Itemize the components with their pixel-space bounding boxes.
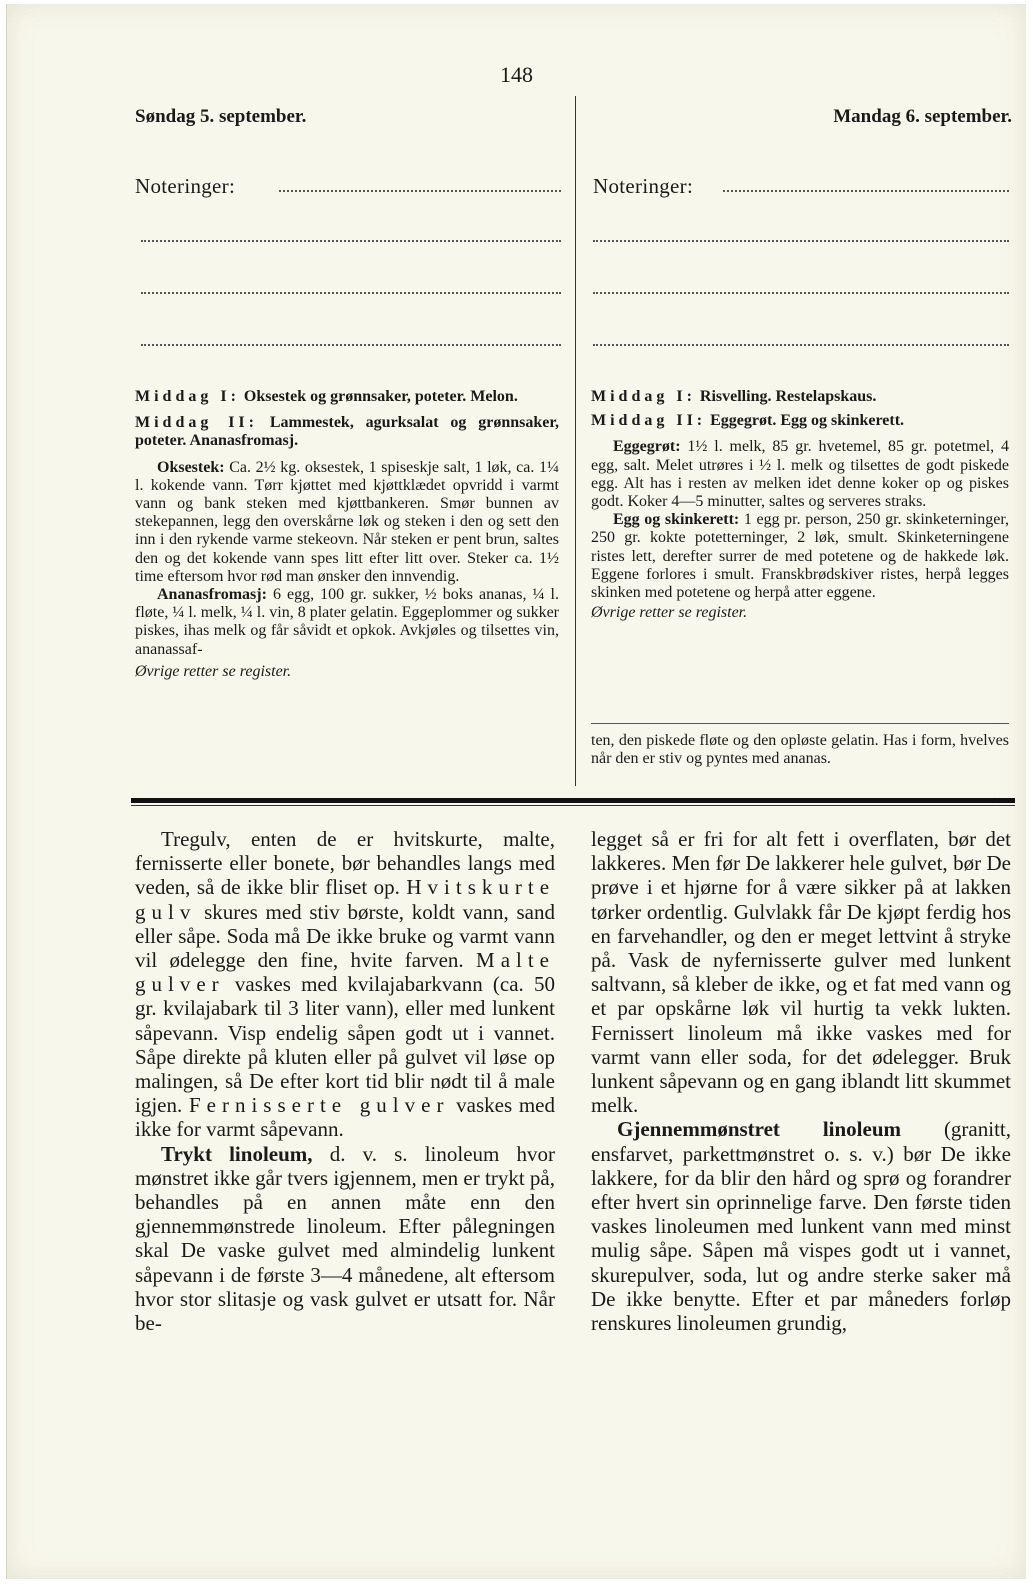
other-dishes-right: Øvrige retter se register.	[591, 604, 748, 622]
other-dishes-left: Øvrige retter se register.	[135, 662, 292, 680]
recipe-eggegrot: Eggegrøt: 1½ l. melk, 85 gr. hvetemel, 85 gr. potetmel, 4 egg, salt. Melet utrøres i ½ l. melk og tilsettes de godt piskede egg. Alt has i resten av melken idet denne koker op og piskes godt. Koker 4—5 minutter, saltes og serveres straks.	[591, 438, 1010, 511]
recipe-egg-og-skinkerett: Egg og skinkerett: 1 egg pr. person, 250 gr. skinketerninger, 250 gr. kokte potetterninger, 2 løk, smult. Skinketerningene ristes lett, derefter surrer de med potetene og de hakkede løk. Eggene forlores i smult. Franskbrødskiver ristes, herpå legges skinken med potetene og herpå atter eggene.	[591, 511, 1010, 602]
article-paragraph: Tregulv, enten de er hvitskurte, malte, fernisserte eller bonete, bør behandles langs med veden, så de ikke blir fliset op. Hvitskurte gulv skures med stiv børste, koldt vann, sand eller såpe. Soda må De ikke bruke og varmt vann vil ødelegge den fine, hvite farven. Malte gulver vaskes med kvilajabarkvann (ca. 50 gr. kvilajabark til 3 liter vann), eller med lunkent såpevann. Visp endelig såpen godt ut i vannet. Såpe direkte på kluten eller på gulvet vil løse op malingen, så De efter kort tid blir nødt til å male igjen. Fernisserte gulver vaskes med ikke for varmt såpevann.	[135, 827, 556, 1142]
dinner-2-left: Middag II: Lammestek, agurksalat og grønnsaker, poteter. Ananasfromasj.	[135, 414, 560, 450]
article-right-column	[591, 827, 1011, 1335]
notes-dotted-line	[723, 190, 1009, 192]
recipe-oksestek: Oksestek: Ca. 2½ kg. oksestek, 1 spiseskje salt, 1 løk, ca. 1¼ l. kokende vann. Tørr kjøttet med kjøttklædet opvridd i varmt vann og bank steken med kjøttbankeren. Smør bunnen av stekepannen, legg den overskårne løk og steken i den og sett den inn i den rykende varme stekeovn. Når steken er pent brun, saltes den og det kokende vann spes litt efter litt over. Steker ca. 1½ time eftersom hvor rød man ønsker den innvendig.	[135, 458, 560, 585]
dinner-1-left: Middag I: Oksestek og grønnsaker, poteter. Melon.	[135, 388, 518, 405]
article-paragraph: Trykt linoleum, d. v. s. linoleum hvor mønstret ikke går tvers igjennem, men er trykt på, behandles på en annen måte enn den gjennemmønstrede linoleum. Efter pålegningen skal De vaske gulvet med almindelig lunkent såpevann i de første 3—4 månedene, alt eftersom hvor stor slitasje og vask gulvet er utsatt for. Når be-	[135, 1141, 556, 1336]
notes-dotted-line	[141, 292, 561, 294]
article-paragraph: Gjennemmønstret linoleum (granitt, ensfarvet, parkettmønstret o. s. v.) bør De ikke lakkere, for da blir den hård og sprø og forandrer efter hvert sin oprinnelige farve. Den første tiden vaskes linoleumen med lunkent vann med minst mulig såpe. Såpen må vispes godt ut i vannet, skurepulver, soda, lut og andre sterke saker må De ikke benytte. Efter et par måneders forløp renskures linoleumen grundig,	[591, 1117, 1011, 1336]
notes-dotted-line	[593, 240, 1009, 242]
notes-dotted-line	[141, 240, 561, 242]
notes-label-right: Noteringer:	[593, 174, 694, 198]
notes-dotted-line	[593, 344, 1009, 346]
recipe-ananasfromasj: Ananasfromasj: 6 egg, 100 gr. sukker, ½ boks ananas, ¼ l. fløte, ¼ l. melk, ¼ l. vin, 8 plater gelatin. Eggeplommer og sukker piskes, ihas melk og får såvidt et opkok. Avkjøles og tilsettes vin, ananassaf-	[135, 586, 560, 658]
day-heading-right: Mandag 6. september.	[833, 106, 1012, 127]
dinner-2-right: Middag II: Eggegrøt. Egg og skinkerett.	[591, 412, 905, 430]
dinner-1-right: Middag I: Risvelling. Restelapskaus.	[591, 388, 877, 405]
continuation-text: ten, den piskede fløte og den opløste gelatin. Has i form, hvelves når den er stiv og pyntes med ananas.	[591, 732, 1009, 768]
notes-dotted-line	[593, 292, 1009, 294]
recipes-left	[135, 388, 559, 681]
notes-dotted-line	[141, 344, 561, 346]
recipes-right	[591, 388, 1009, 622]
article-paragraph: legget så er fri for alt fett i overflaten, bør det lakkeres. Men før De lakkerer hele gulvet, bør De prøve i et hjørne for å være sikker på at lakken tørker ordentlig. Gulvlakk får De kjøpt ferdig hos en farvehandler, og den er meget lettvint å stryke på. Vask de nyfernisserte gulver med lunkent saltvann, så kleber de ikke, og et fat med vann og et par opskårne løk vil hurtig ta vekk lukten. Fernissert linoleum må ikke vaskes med for varmt vann eller soda, for det ødelegger. Bruk lunkent såpevann og en gang iblandt litt skummet melk.	[591, 827, 1011, 1118]
article-left-column	[135, 827, 555, 1335]
page-number: 148	[500, 62, 533, 87]
section-rule-thick	[131, 798, 1015, 803]
section-rule-thin	[131, 805, 1015, 806]
column-divider	[575, 96, 576, 786]
notes-dotted-line	[279, 190, 561, 192]
continuation-rule	[591, 723, 1009, 724]
notes-label-left: Noteringer:	[135, 174, 236, 198]
book-page	[6, 4, 1026, 1579]
day-heading-left: Søndag 5. september.	[135, 106, 307, 127]
